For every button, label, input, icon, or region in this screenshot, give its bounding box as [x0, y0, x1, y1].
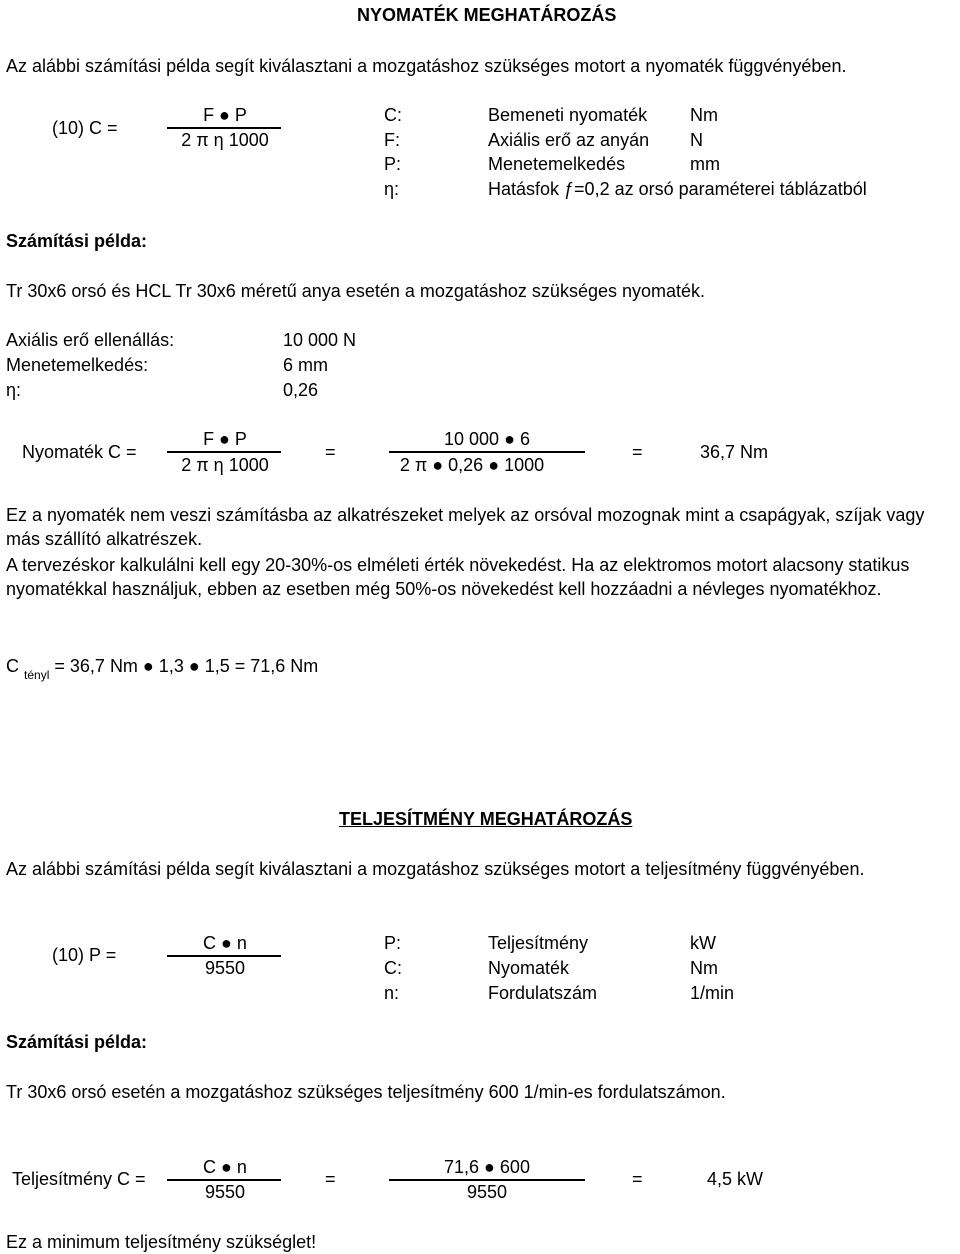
equals-sign: =	[325, 1169, 336, 1189]
real-torque-expression: = 36,7 Nm ● 1,3 ● 1,5 = 71,6 Nm	[54, 656, 319, 676]
legend-description: Bemeneti nyomaték	[488, 105, 648, 125]
formula-denominator: 2 π η 1000	[181, 130, 269, 150]
equals-sign: =	[325, 442, 336, 462]
legend-symbol: F:	[384, 130, 400, 150]
power-intro: Az alábbi számítási példa segít kiválasztani a mozgatáshoz szükséges motort a teljesítmény függvényében.	[6, 859, 865, 879]
example-text: Tr 30x6 orsó esetén a mozgatáshoz szükséges teljesítmény 600 1/min-es fordulatszámon.	[6, 1082, 726, 1102]
param-label: Menetemelkedés:	[6, 355, 149, 375]
legend-description: Teljesítmény	[488, 933, 589, 953]
param-label: Axiális erő ellenállás:	[6, 330, 175, 350]
note-paragraph: Ez a nyomaték nem veszi számításba az alkatrészeket melyek az orsóval mozognak mint a csapágyak, szíjak vagy más szállító alkatrészek.	[6, 505, 925, 549]
legend-symbol: P:	[384, 154, 402, 174]
calc-numerator: 10 000 ● 6	[444, 429, 530, 449]
fraction-bar	[389, 451, 585, 453]
param-value: 10 000 N	[283, 330, 357, 350]
fraction-bar	[167, 451, 281, 453]
legend-description: Hatásfok ƒ=0,2 az orsó paraméterei táblázatból	[488, 179, 867, 199]
legend-symbol: η:	[384, 179, 400, 199]
legend-description: Menetemelkedés	[488, 154, 626, 174]
legend-description: Nyomaték	[488, 958, 570, 978]
example-heading: Számítási példa:	[6, 231, 148, 251]
param-value: 6 mm	[283, 355, 328, 375]
example-text: Tr 30x6 orsó és HCL Tr 30x6 méretű anya esetén a mozgatáshoz szükséges nyomaték.	[6, 281, 706, 301]
legend-unit: Nm	[690, 958, 718, 978]
calc-denominator: 9550	[466, 1182, 508, 1202]
formula-numerator: C ● n	[203, 933, 247, 953]
calc-lhs: Nyomaték C =	[22, 442, 137, 462]
formula-lhs: (10) C =	[52, 118, 118, 138]
legend-unit: kW	[690, 933, 716, 953]
calc-numerator: C ● n	[203, 1157, 247, 1177]
real-torque-symbol: C	[6, 656, 19, 676]
example-heading: Számítási példa:	[6, 1032, 148, 1052]
calc-numerator: 71,6 ● 600	[444, 1157, 530, 1177]
note-paragraph: A tervezéskor kalkulálni kell egy 20-30%-os elméleti érték növekedést. Ha az elektromos motort alacsony statikus nyomatékkal használjuk, ebben az esetben még 50%-os növekedést kell hozzáadni a névleges nyomatékhoz.	[6, 555, 910, 599]
torque-intro: Az alábbi számítási példa segít kiválasztani a mozgatáshoz szükséges motort a nyomaték függvényében.	[6, 56, 847, 76]
legend-unit: mm	[690, 154, 720, 174]
legend-unit: 1/min	[690, 983, 735, 1003]
calc-denominator: 2 π η 1000	[181, 455, 269, 475]
legend-description: Fordulatszám	[488, 983, 598, 1003]
equals-sign: =	[632, 1169, 643, 1189]
legend-unit: Nm	[690, 105, 718, 125]
calc-result: 4,5 kW	[707, 1169, 764, 1189]
power-title: TELJESÍTMÉNY MEGHATÁROZÁS	[339, 809, 633, 829]
calc-numerator: F ● P	[203, 429, 247, 449]
conclusion-text: Ez a minimum teljesítmény szükséglet!	[6, 1232, 317, 1252]
legend-symbol: n:	[384, 983, 400, 1003]
calc-lhs: Teljesítmény C =	[12, 1169, 146, 1189]
param-value: 0,26	[283, 380, 319, 400]
legend-symbol: C:	[384, 958, 402, 978]
real-torque-subscript: tényl	[24, 668, 50, 682]
calc-result: 36,7 Nm	[700, 442, 769, 462]
calc-denominator: 9550	[204, 1182, 246, 1202]
formula-denominator: 9550	[204, 958, 246, 978]
calc-denominator: 2 π ● 0,26 ● 1000	[399, 455, 545, 475]
formula-lhs: (10) P =	[52, 945, 117, 965]
legend-symbol: P:	[384, 933, 402, 953]
real-torque-formula	[6, 655, 319, 682]
formula-numerator: F ● P	[203, 105, 247, 125]
equals-sign: =	[632, 442, 643, 462]
legend-unit: N	[690, 130, 703, 150]
legend-description: Axiális erő az anyán	[488, 130, 650, 150]
torque-title: NYOMATÉK MEGHATÁROZÁS	[357, 5, 617, 25]
param-label: η:	[6, 380, 22, 400]
legend-symbol: C:	[384, 105, 402, 125]
